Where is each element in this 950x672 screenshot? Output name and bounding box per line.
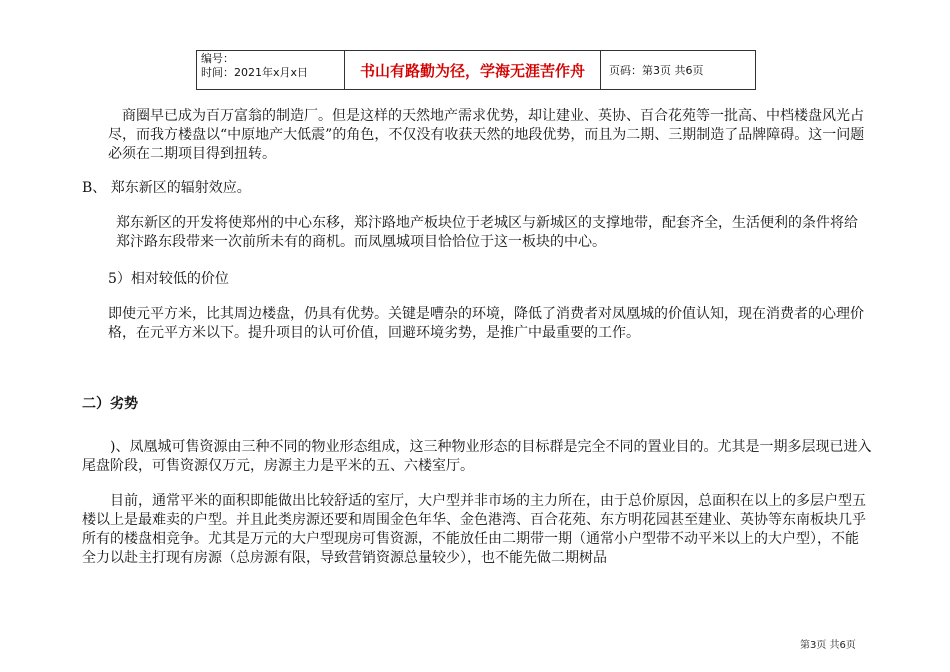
point-5-heading: 5）相对较低的价位	[108, 271, 229, 287]
paragraph-price-advantage: 即使元平方米，比其周边楼盘，仍具有优势。关键是嘈杂的环境，降低了消费者对凤凰城的价值认知，现在消费者的心理价格，在元平方米以下。提升项目的认可价值，回避环境劣势，是推广中最重要的工作。	[108, 306, 864, 341]
header-motto: 书山有路勤为径，学海无涯苦作舟	[345, 51, 601, 89]
section-disadvantages-heading: 二）劣势	[82, 396, 138, 412]
paragraph-current-market: 目前，通常平米的面积即能做出比较舒适的室厅，大户型并非市场的主力所在，由于总价原因，总面积在以上的多层户型五楼以上是最难卖的户型。并且此类房源还要和周围金色年华、金色港湾、百合花苑、东方明花园甚至建业、英协等东南板块几乎所有的楼盘相竞争。尤其是万元的大户型现房可售资源，不能放任由二期带一期（通常小户型带不动平米以上的大户型），不能全力以赴主打现有房源（总房源有限，导致营销资源总量较少），也不能先做二期树品	[82, 493, 866, 566]
section-b-heading: B、 郑东新区的辐射效应。	[82, 180, 251, 196]
paragraph-business-district: 商圈早已成为百万富翁的制造厂。但是这样的天然地产需求优势，却让建业、英协、百合花苑等一批高、中档楼盘风光占尽，而我方楼盘以“中原地产大低震”的角色，不仅没有收获天然的地段优势，而且为二期、三期制造了品牌障碍。这一问题必须在二期项目得到扭转。	[108, 108, 865, 162]
footer-page-number: 第3页 共6页	[800, 640, 856, 651]
paragraph-sales-resources: )、凤凰城可售资源由三种不同的物业形态组成，这三种物业形态的目标群是完全不同的置业目的。尤其是一期多层现已进入尾盘阶段，可售资源仅万元，房源主力是平米的五、六楼室厅。	[82, 439, 872, 474]
document-date-label: 时间：2021年x月x日	[201, 66, 309, 79]
page-header-table	[196, 50, 756, 90]
document-number-label: 编号：	[201, 52, 234, 65]
paragraph-zhengdong-district: 郑东新区的开发将使郑州的中心东移，郑汴路地产板块位于老城区与新城区的支撑地带，配套齐全，生活便利的条件将给郑汴路东段带来一次前所未有的商机。而凤凰城项目恰恰位于这一板块的中心。	[116, 215, 858, 250]
header-left-cell	[197, 51, 345, 89]
header-page-number: 页码：第3页 共6页	[609, 64, 704, 77]
